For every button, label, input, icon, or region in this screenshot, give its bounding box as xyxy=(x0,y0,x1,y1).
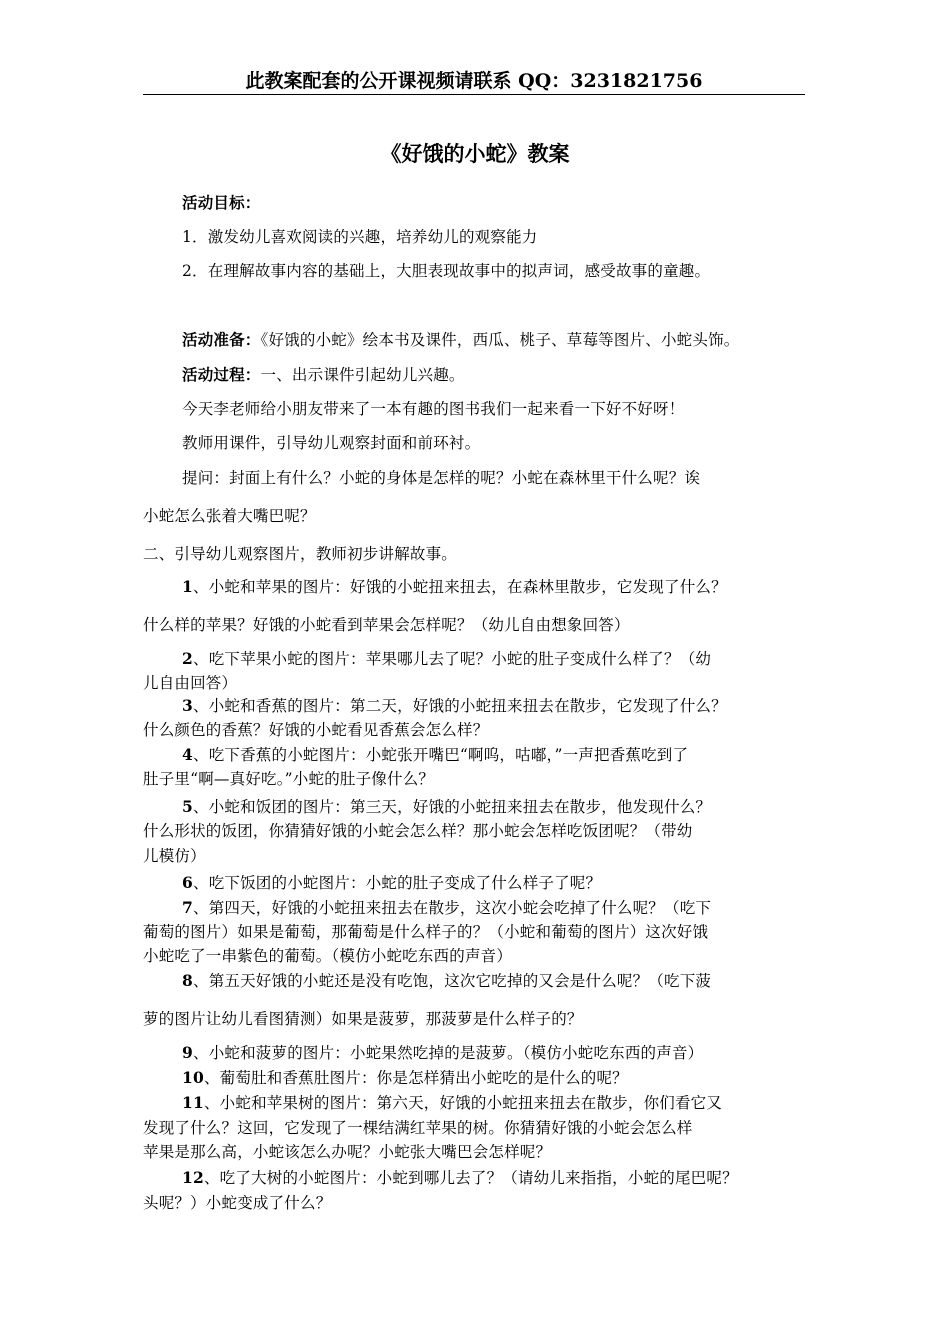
goal-item-2: 2．在理解故事内容的基础上，大胆表现故事中的拟声词，感受故事的童趣。 xyxy=(182,262,711,280)
story-step-10-line-1: 10、葡萄肚和香蕉肚图片：你是怎样猜出小蛇吃的是什么的呢？ xyxy=(182,1068,628,1087)
story-step-number: 9 xyxy=(182,1043,193,1062)
story-step-2-line-2: 儿自由回答） xyxy=(143,674,238,692)
story-step-9-line-1: 9、小蛇和菠萝的图片：小蛇果然吃掉的是菠萝。（模仿小蛇吃东西的声音） xyxy=(182,1043,704,1062)
story-step-3-line-1: 3、小蛇和香蕉的图片：第二天，好饿的小蛇扭来扭去在散步，它发现了什么？ xyxy=(182,696,727,715)
story-step-number: 8 xyxy=(182,971,193,990)
story-step-number: 6 xyxy=(182,873,193,892)
process-step-2: 二、引导幼儿观察图片，教师初步讲解故事。 xyxy=(143,545,458,563)
story-step-8-line-1: 8、第五天好饿的小蛇还是没有吃饱，这次它吃掉的又会是什么呢？（吃下菠 xyxy=(182,971,712,990)
story-step-7-line-3: 小蛇吃了一串紫色的葡萄。（模仿小蛇吃东西的声音） xyxy=(143,947,513,965)
prep-paragraph: 活动准备：《好饿的小蛇》绘本书及课件，西瓜、桃子、草莓等图片、小蛇头饰。 xyxy=(182,330,740,349)
story-step-3-line-2: 什么颜色的香蕉？好饿的小蛇看见香蕉会怎么样？ xyxy=(143,721,489,739)
story-step-number: 7 xyxy=(182,898,193,917)
story-step-number: 2 xyxy=(182,649,193,668)
story-step-11-line-1: 11、小蛇和苹果树的图片：第六天，好饿的小蛇扭来扭去在散步，你们看它又 xyxy=(182,1093,723,1112)
story-step-8-line-2: 萝的图片让幼儿看图猜测）如果是菠萝，那菠萝是什么样子的？ xyxy=(143,1010,583,1028)
story-step-number: 11 xyxy=(182,1093,204,1112)
story-step-12-line-1: 12、吃了大树的小蛇图片：小蛇到哪儿去了？（请幼儿来指指，小蛇的尾巴呢？ xyxy=(182,1168,738,1187)
process-para-2: 教师用课件，引导幼儿观察封面和前环衬。 xyxy=(182,434,481,452)
story-step-2-line-1: 2、吃下苹果小蛇的图片：苹果哪儿去了呢？小蛇的肚子变成什么样了？（幼 xyxy=(182,649,712,668)
process-para-3a: 提问：封面上有什么？小蛇的身体是怎样的呢？小蛇在森林里干什么呢？诶 xyxy=(182,469,701,487)
process-para-3b: 小蛇怎么张着大嘴巴呢？ xyxy=(143,507,316,525)
doc-title: 《好饿的小蛇》教案 xyxy=(380,141,570,166)
story-step-number: 3 xyxy=(182,696,193,715)
story-step-4-line-2: 肚子里“啊—真好吃。”小蛇的肚子像什么？ xyxy=(143,770,435,788)
page-header: 此教案配套的公开课视频请联系 QQ：3231821756 xyxy=(143,68,805,95)
story-step-5-line-1: 5、小蛇和饭团的图片：第三天，好饿的小蛇扭来扭去在散步，他发现什么？ xyxy=(182,797,712,816)
story-step-11-line-2: 发现了什么？这回，它发现了一棵结满红苹果的树。你猜猜好饿的小蛇会怎么样 xyxy=(143,1119,693,1137)
story-step-7-line-2: 葡萄的图片）如果是葡萄，那葡萄是什么样子的？（小蛇和葡萄的图片）这次好饿 xyxy=(143,923,709,941)
story-step-11-line-3: 苹果是那么高，小蛇该怎么办呢？小蛇张大嘴巴会怎样呢？ xyxy=(143,1143,552,1161)
story-step-number: 12 xyxy=(182,1168,204,1187)
story-step-number: 4 xyxy=(182,745,193,764)
story-step-1-line-1: 1、小蛇和苹果的图片：好饿的小蛇扭来扭去，在森林里散步，它发现了什么？ xyxy=(182,577,727,596)
story-step-number: 1 xyxy=(182,577,193,596)
goal-item-1: 1．激发幼儿喜欢阅读的兴趣，培养幼儿的观察能力 xyxy=(182,228,538,246)
story-step-number: 5 xyxy=(182,797,193,816)
story-step-6-line-1: 6、吃下饭团的小蛇图片：小蛇的肚子变成了什么样子了呢？ xyxy=(182,873,602,892)
story-step-7-line-1: 7、第四天，好饿的小蛇扭来扭去在散步，这次小蛇会吃掉了什么呢？（吃下 xyxy=(182,898,712,917)
process-heading: 活动过程：一、出示课件引起幼儿兴趣。 xyxy=(182,365,465,384)
story-step-4-line-1: 4、吃下香蕉的小蛇图片：小蛇张开嘴巴“啊呜，咕嘟，”一声把香蕉吃到了 xyxy=(182,745,689,764)
story-step-12-line-2: 头呢？）小蛇变成了什么？ xyxy=(143,1194,332,1212)
story-step-5-line-2: 什么形状的饭团，你猜猜好饿的小蛇会怎么样？那小蛇会怎样吃饭团呢？（带幼 xyxy=(143,822,693,840)
story-step-number: 10 xyxy=(182,1068,204,1087)
story-step-5-line-3: 儿模仿） xyxy=(143,847,206,865)
story-step-1-line-2: 什么样的苹果？好饿的小蛇看到苹果会怎样呢？（幼儿自由想象回答） xyxy=(143,616,630,634)
goals-label: 活动目标： xyxy=(182,193,261,212)
process-para-1: 今天李老师给小朋友带来了一本有趣的图书我们一起来看一下好不好呀！ xyxy=(182,400,685,418)
